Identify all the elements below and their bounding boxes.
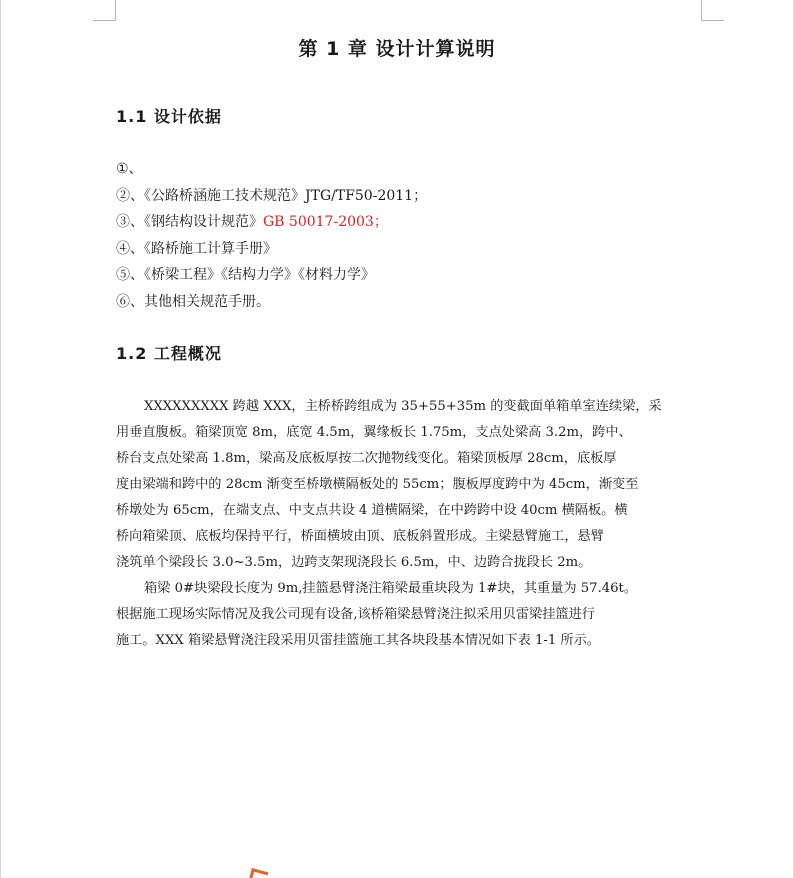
paragraph-line: 箱梁 0#块梁段长度为 9m,挂篮悬臂浇注箱梁最重块段为 1#块，其重量为 57.46t。	[144, 581, 638, 596]
paragraph-line: 根据施工现场实际情况及我公司现有设备,该桥箱梁悬臂浇注拟采用贝雷梁挂篮进行	[116, 607, 595, 622]
crop-mark-top-right	[701, 0, 724, 21]
section-heading-1-1: 1.1 设计依据	[116, 107, 222, 126]
page-corner-mark	[249, 868, 269, 878]
paragraph-line: 用垂直腹板。箱梁顶宽 8m，底宽 4.5m，翼缘板长 1.75m，支点处梁高 3.2m，跨中、	[116, 425, 632, 440]
paragraph-line: 桥台支点处梁高 1.8m，梁高及底板厚按二次抛物线变化。箱梁顶板厚 28cm，底板厚	[116, 451, 617, 466]
chapter-title: 第 1 章 设计计算说明	[298, 38, 496, 60]
project-overview-text	[116, 394, 700, 654]
reference-list	[116, 156, 427, 316]
crop-mark-top-left	[93, 0, 116, 21]
paragraph-line: 浇筑单个梁段长 3.0~3.5m，边跨支架现浇段长 6.5m，中、边跨合拢段长 2m。	[116, 555, 592, 570]
paragraph-line: 桥向箱梁顶、底板均保持平行，桥面横坡由顶、底板斜置形成。主梁悬臂施工，悬臂	[116, 529, 604, 544]
reference-code-highlight: GB 50017-2003；	[263, 214, 388, 231]
reference-item: ③、《钢结构设计规范》GB 50017-2003；	[116, 214, 388, 231]
reference-item: ④、《路桥施工计算手册》	[116, 240, 277, 257]
page-left-edge	[0, 0, 1, 878]
paragraph-line: 度由梁端和跨中的 28cm 渐变至桥墩横隔板处的 55cm；腹板厚度跨中为 45cm，渐变至	[116, 477, 639, 492]
paragraph-line: 施工。XXX 箱梁悬臂浇注段采用贝雷挂篮施工其各块段基本情况如下表 1-1 所示。	[116, 633, 600, 648]
reference-item: ⑥、其他相关规范手册。	[116, 293, 270, 310]
section-heading-1-2: 1.2 工程概况	[116, 344, 222, 363]
reference-item: ⑤、《桥梁工程》《结构力学》《材料力学》	[116, 267, 375, 284]
paragraph-line: XXXXXXXXX 跨越 XXX，主桥桥跨组成为 35+55+35m 的变截面单箱单室连续梁，采	[144, 399, 662, 414]
reference-item: ②、《公路桥涵施工技术规范》JTG/TF50-2011；	[116, 187, 428, 204]
reference-item: ①、	[116, 161, 143, 177]
paragraph-line: 桥墩处为 65cm，在端支点、中支点共设 4 道横隔梁，在中跨跨中设 40cm 横隔板。横	[116, 503, 628, 518]
